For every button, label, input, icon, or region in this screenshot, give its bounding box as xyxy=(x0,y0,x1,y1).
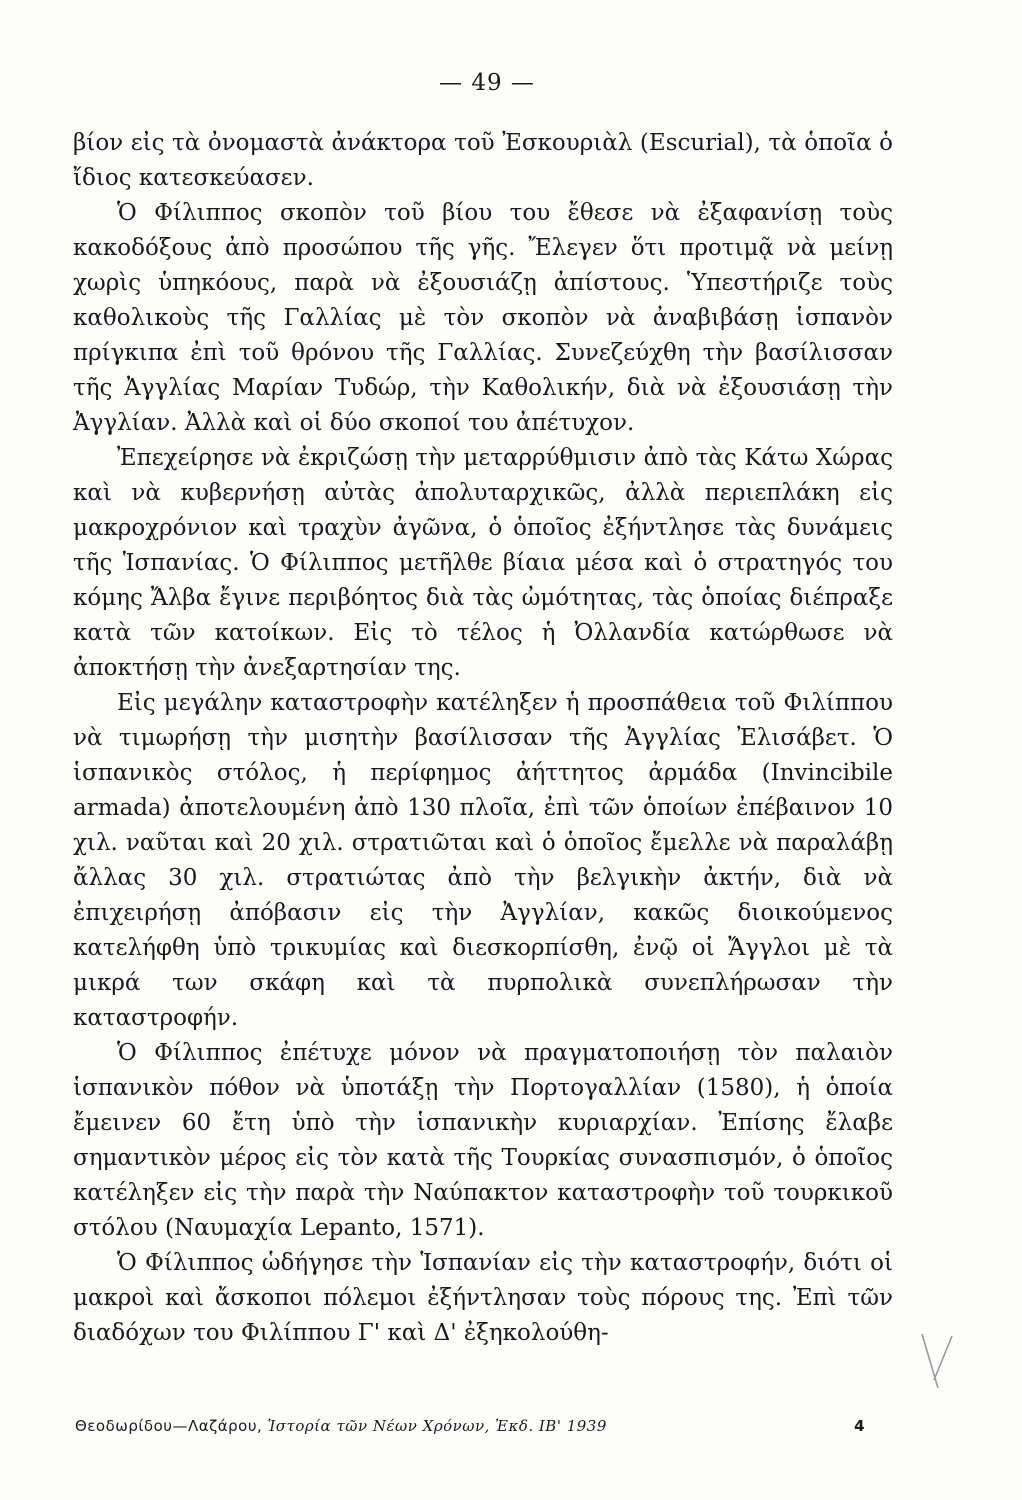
signature-mark: 4 xyxy=(854,1417,865,1435)
paragraph: Εἰς μεγάλην καταστροφὴν κατέληξεν ἡ προσπάθεια τοῦ Φιλίππου νὰ τιμωρήσῃ τὴν μισητὴν βασίλισσαν τῆς Ἀγγλίας Ἐλισάβετ. Ὁ ἱσπανικὸς στόλος, ἡ περίφημος ἀήττητος ἀρμάδα (Invincibile armada) ἀποτελουμένη ἀπὸ 130 πλοῖα, ἐπὶ τῶν ὁποίων ἐπέβαινον 10 χιλ. ναῦται καὶ 20 χιλ. στρατιῶται καὶ ὁ ὁποῖος ἔμελλε νὰ παραλάβῃ ἄλλας 30 χιλ. στρατιώτας ἀπὸ τὴν βελγικὴν ἀκτήν, διὰ νὰ ἐπιχειρήσῃ ἀπόβασιν εἰς τὴν Ἀγγλίαν, κακῶς διοικούμενος κατελήφθη ὑπὸ τρικυμίας καὶ διεσκορπίσθη, ἐνῷ οἱ Ἄγγλοι μὲ τὰ μικρά των σκάφη καὶ τὰ πυρπολικὰ συνεπλήρωσαν τὴν καταστροφήν. xyxy=(73,690,893,1031)
paragraph: βίον εἰς τὰ ὀνομαστὰ ἀνάκτορα τοῦ Ἐσκουριὰλ (Escurial), τὰ ὁποῖα ὁ ἴδιος κατεσκεύασεν. xyxy=(73,130,893,191)
paragraph: Ἐπεχείρησε νὰ ἐκριζώσῃ τὴν μεταρρύθμισιν ἀπὸ τὰς Κάτω Χώρας καὶ νὰ κυβερνήσῃ αὐτὰς ἀπολυταρχικῶς, ἀλλὰ περιεπλάκη εἰς μακροχρόνιον καὶ τραχὺν ἀγῶνα, ὁ ὁποῖος ἐξήντλησε τὰς δυνάμεις τῆς Ἱσπανίας. Ὁ Φίλιππος μετῆλθε βίαια μέσα καὶ ὁ στρατηγός του κόμης Ἄλβα ἔγινε περιβόητος διὰ τὰς ὠμότητας, τὰς ὁποίας διέπραξε κατὰ τῶν κατοίκων. Εἰς τὸ τέλος ἡ Ὀλλανδία κατώρθωσε νὰ ἀποκτήσῃ τὴν ἀνεξαρτησίαν της. xyxy=(73,445,893,681)
page-number: — 49 — xyxy=(439,70,535,96)
pencil-margin-mark xyxy=(918,1330,958,1394)
paragraph: Ὁ Φίλιππος ὡδήγησε τὴν Ἱσπανίαν εἰς τὴν καταστροφήν, διότι οἱ μακροὶ καὶ ἄσκοποι πόλεμοι ἐξήντλησαν τοὺς πόρους της. Ἐπὶ τῶν διαδόχων του Φιλίππου Γ' καὶ Δ' ἐξηκολούθη- xyxy=(73,1250,893,1346)
footer-authors: Θεοδωρίδου—Λαζάρου, xyxy=(75,1417,263,1435)
paragraph: Ὁ Φίλιππος σκοπὸν τοῦ βίου του ἔθεσε νὰ ἐξαφανίσῃ τοὺς κακοδόξους ἀπὸ προσώπου τῆς γῆς. Ἔλεγεν ὅτι προτιμᾷ νὰ μείνῃ χωρὶς ὑπηκόους, παρὰ νὰ ἐξουσιάζῃ ἀπίστους. Ὑπεστήριζε τοὺς καθολικοὺς τῆς Γαλλίας μὲ τὸν σκοπὸν νὰ ἀναβιβάσῃ ἱσπανὸν πρίγκιπα ἐπὶ τοῦ θρόνου τῆς Γαλλίας. Συνεζεύχθη τὴν βασίλισσαν τῆς Ἀγγλίας Μαρίαν Τυδώρ, τὴν Καθολικήν, διὰ νὰ ἐξουσιάσῃ τὴν Ἀγγλίαν. Ἀλλὰ καὶ οἱ δύο σκοποί του ἀπέτυχον. xyxy=(73,200,893,436)
footer xyxy=(75,1417,865,1435)
footer-reference: Ἱστορία τῶν Νέων Χρόνων, Ἐκδ. ΙΒ' 1939 xyxy=(267,1417,607,1435)
paragraph: Ὁ Φίλιππος ἐπέτυχε μόνον νὰ πραγματοποιήσῃ τὸν παλαιὸν ἱσπανικὸν πόθον νὰ ὑποτάξῃ τὴν Πορτογαλλίαν (1580), ἡ ὁποία ἔμεινεν 60 ἔτη ὑπὸ τὴν ἱσπανικὴν κυριαρχίαν. Ἐπίσης ἔλαβε σημαντικὸν μέρος εἰς τὸν κατὰ τῆς Τουρκίας συνασπισμόν, ὁ ὁποῖος κατέληξεν εἰς τὴν παρὰ τὴν Ναύπακτον καταστροφὴν τοῦ τουρκικοῦ στόλου (Ναυμαχία Lepanto, 1571). xyxy=(73,1040,893,1241)
body-text xyxy=(73,126,893,1351)
